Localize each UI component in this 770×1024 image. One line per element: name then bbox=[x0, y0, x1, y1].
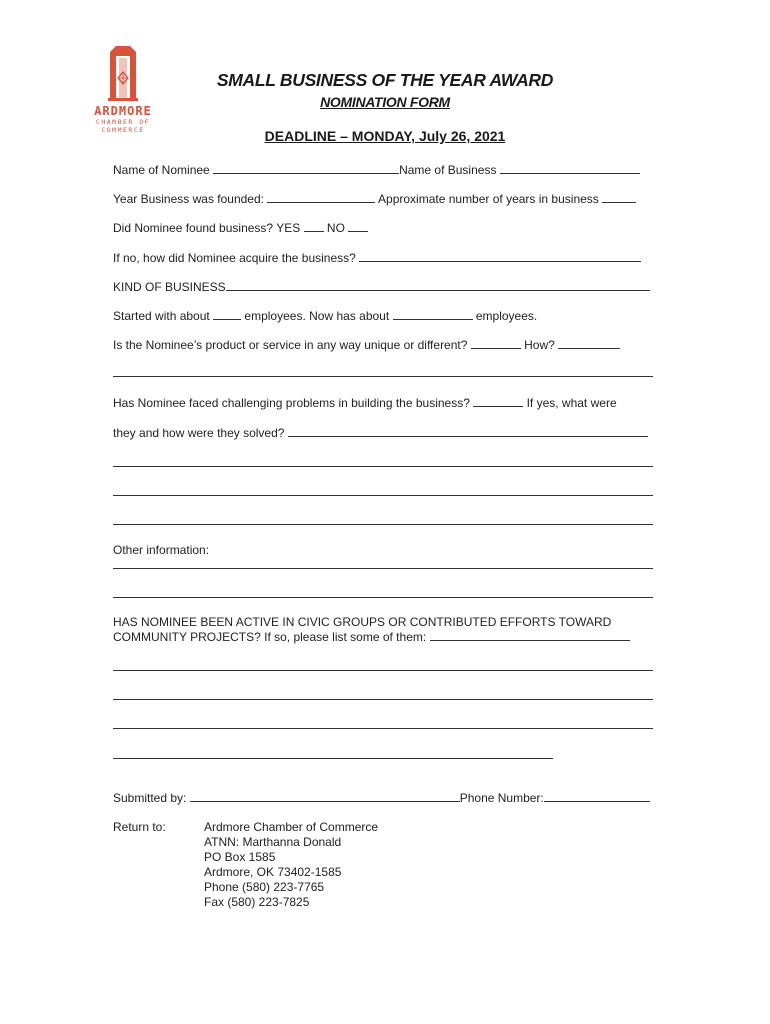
no-field[interactable] bbox=[348, 221, 368, 232]
challenges-row bbox=[113, 396, 617, 410]
address-line: Ardmore, OK 73402-1585 bbox=[204, 865, 342, 879]
solved-label: they and how were they solved? bbox=[113, 426, 285, 440]
form-subtitle: NOMINATION FORM bbox=[320, 94, 450, 110]
answer-line[interactable] bbox=[113, 376, 653, 377]
other-row bbox=[113, 543, 209, 557]
years-in-business-label: Approximate number of years in business bbox=[378, 192, 599, 206]
nominee-field[interactable] bbox=[213, 163, 399, 174]
phone-label: Phone Number: bbox=[459, 791, 544, 805]
started-employees-field[interactable] bbox=[213, 309, 241, 320]
year-founded-label: Year Business was founded: bbox=[113, 192, 264, 206]
started-label: Started with about bbox=[113, 309, 210, 323]
unique-field[interactable] bbox=[471, 338, 521, 349]
answer-line[interactable] bbox=[113, 699, 653, 700]
answer-line[interactable] bbox=[113, 597, 653, 598]
found-business-label: Did Nominee found business? YES bbox=[113, 221, 301, 235]
submitted-field[interactable] bbox=[190, 791, 460, 802]
kind-label: KIND OF BUSINESS bbox=[113, 280, 226, 294]
answer-line[interactable] bbox=[113, 670, 653, 671]
logo-name: ARDMORE bbox=[94, 104, 152, 118]
no-label: NO bbox=[326, 221, 345, 235]
acquire-row bbox=[113, 251, 641, 265]
civic-line-1: HAS NOMINEE BEEN ACTIVE IN CIVIC GROUPS OR CONTRIBUTED EFFORTS TOWARD bbox=[113, 615, 612, 629]
acquire-label: If no, how did Nominee acquire the business? bbox=[113, 251, 356, 265]
business-field[interactable] bbox=[500, 163, 640, 174]
address-line: PO Box 1585 bbox=[204, 850, 276, 864]
logo-sub-2: COMMERCE bbox=[101, 126, 145, 134]
answer-line[interactable] bbox=[113, 728, 653, 729]
challenges-field[interactable] bbox=[473, 396, 523, 407]
nominee-row bbox=[113, 163, 640, 177]
kind-row bbox=[113, 280, 650, 294]
business-label: Name of Business bbox=[399, 163, 497, 177]
challenges-label: Has Nominee faced challenging problems in building the business? bbox=[113, 396, 470, 410]
deadline: DEADLINE – MONDAY, July 26, 2021 bbox=[264, 128, 506, 144]
address-line: Fax (580) 223-7825 bbox=[204, 895, 310, 909]
civic-field[interactable] bbox=[430, 630, 630, 641]
address-line: Ardmore Chamber of Commerce bbox=[204, 820, 379, 834]
logo-sub-1: CHAMBER OF bbox=[95, 118, 151, 126]
answer-line[interactable] bbox=[113, 495, 653, 496]
phone-field[interactable] bbox=[544, 791, 650, 802]
founded-row bbox=[113, 192, 636, 206]
employees-row bbox=[113, 309, 537, 323]
acquire-field[interactable] bbox=[359, 251, 641, 262]
unique-label: Is the Nominee’s product or service in any way unique or different? bbox=[113, 338, 468, 352]
kind-field[interactable] bbox=[226, 280, 650, 291]
other-label: Other information: bbox=[113, 543, 210, 557]
year-founded-field[interactable] bbox=[267, 192, 375, 203]
unique-row bbox=[113, 338, 620, 352]
found-business-row bbox=[113, 221, 368, 235]
solved-row bbox=[113, 426, 648, 440]
answer-line[interactable] bbox=[113, 466, 653, 467]
employees-end-label: employees. bbox=[475, 309, 538, 323]
form-title: SMALL BUSINESS OF THE YEAR AWARD bbox=[216, 70, 554, 90]
answer-line[interactable] bbox=[113, 568, 653, 569]
solved-field[interactable] bbox=[288, 426, 648, 437]
answer-line[interactable] bbox=[113, 758, 553, 759]
submitted-label: Submitted by: bbox=[113, 791, 187, 805]
answer-line[interactable] bbox=[113, 524, 653, 525]
return-address bbox=[204, 820, 378, 910]
civic-block bbox=[113, 615, 630, 644]
submitted-row bbox=[113, 791, 650, 805]
address-line: Phone (580) 223-7765 bbox=[204, 880, 325, 894]
how-field[interactable] bbox=[558, 338, 620, 349]
return-to-label: Return to: bbox=[113, 820, 166, 834]
nominee-label: Name of Nominee bbox=[113, 163, 210, 177]
if-yes-label: If yes, what were bbox=[526, 396, 617, 410]
address-line: ATNN: Marthanna Donald bbox=[204, 835, 342, 849]
civic-line-2: COMMUNITY PROJECTS? If so, please list some of them: bbox=[113, 629, 427, 644]
civic-row-2 bbox=[113, 630, 630, 645]
years-in-business-field[interactable] bbox=[602, 192, 636, 203]
now-label: employees. Now has about bbox=[244, 309, 390, 323]
now-employees-field[interactable] bbox=[393, 309, 473, 320]
yes-field[interactable] bbox=[304, 221, 324, 232]
how-label: How? bbox=[524, 338, 555, 352]
